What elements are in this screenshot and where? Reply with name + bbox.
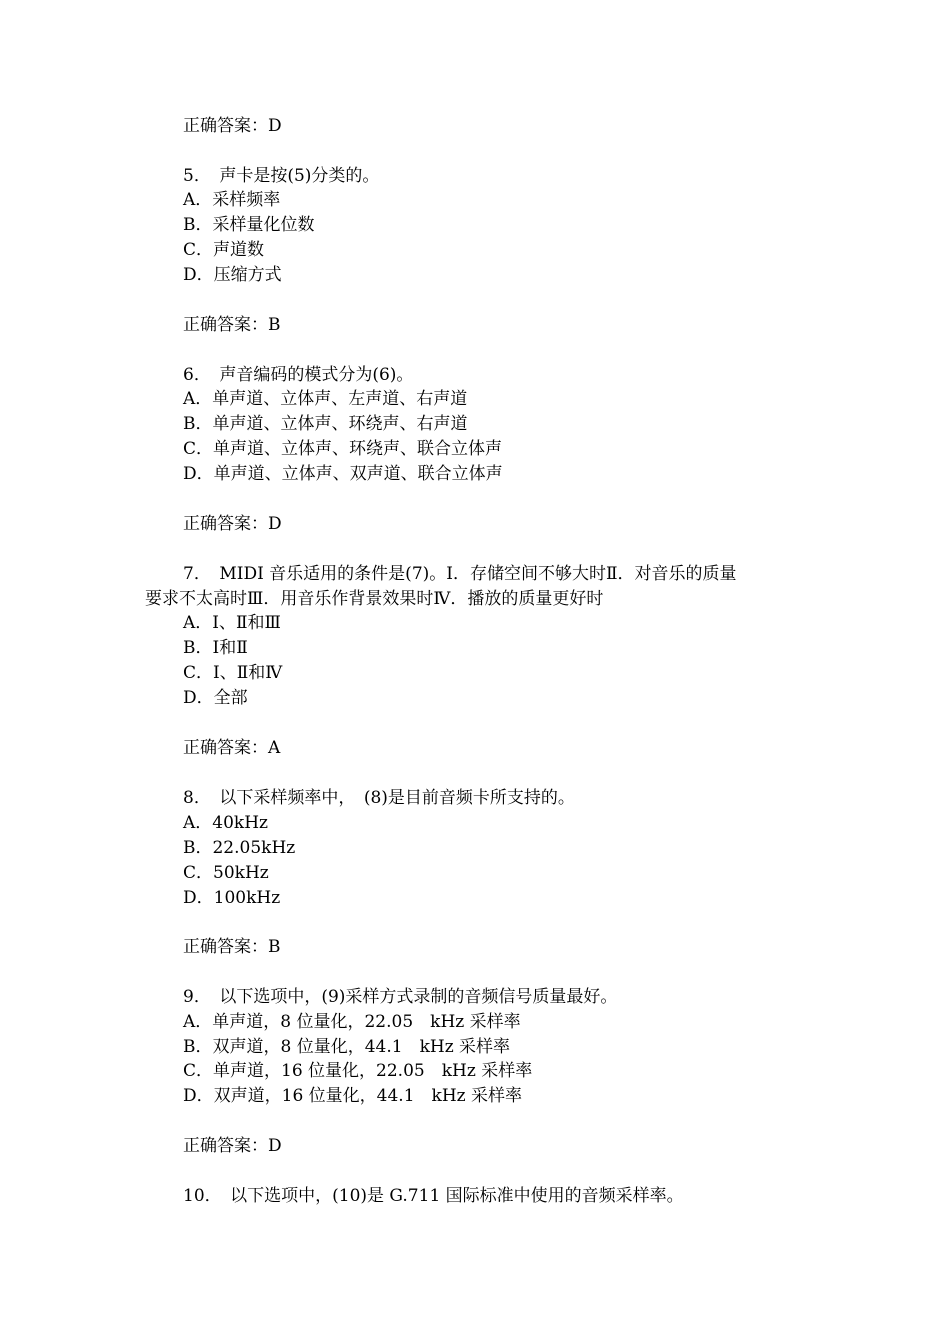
- option-c: C．单声道，16 位量化，22.05 kHz 采样率: [183, 1061, 533, 1081]
- option-d: D．单声道、立体声、双声道、联合立体声: [183, 464, 503, 484]
- option-d: D．全部: [183, 688, 248, 708]
- option-c: C．50kHz: [183, 863, 269, 883]
- answer-line: 正确答案：D: [183, 116, 282, 136]
- question-8: 8． 以下采样频率中， (8)是目前音频卡所支持的。: [183, 788, 575, 808]
- option-d: D．双声道，16 位量化，44.1 kHz 采样率: [183, 1086, 523, 1106]
- answer-line: 正确答案：B: [183, 315, 281, 335]
- option-a: A．采样频率: [183, 190, 281, 210]
- option-a: A．Ⅰ、Ⅱ和Ⅲ: [183, 613, 281, 633]
- answer-line: 正确答案：B: [183, 937, 281, 957]
- option-c: C．单声道、立体声、环绕声、联合立体声: [183, 439, 503, 459]
- answer-line: 正确答案：D: [183, 1136, 282, 1156]
- option-a: A．单声道，8 位量化，22.05 kHz 采样率: [183, 1012, 521, 1032]
- option-b: B．Ⅰ和Ⅱ: [183, 638, 248, 658]
- option-d: D．压缩方式: [183, 265, 282, 285]
- question-7: 7． MIDI 音乐适用的条件是(7)。Ⅰ．存储空间不够大时Ⅱ．对音乐的质量: [183, 564, 737, 584]
- option-b: B．单声道、立体声、环绕声、右声道: [183, 414, 468, 434]
- option-c: C．Ⅰ、Ⅱ和Ⅳ: [183, 663, 283, 683]
- option-b: B．双声道，8 位量化，44.1 kHz 采样率: [183, 1037, 511, 1057]
- option-b: B．采样量化位数: [183, 215, 315, 235]
- question-10: 10． 以下选项中，(10)是 G.711 国际标准中使用的音频采样率。: [183, 1186, 684, 1206]
- answer-line: 正确答案：D: [183, 514, 282, 534]
- option-d: D．100kHz: [183, 888, 281, 908]
- option-b: B．22.05kHz: [183, 838, 296, 858]
- option-c: C．声道数: [183, 240, 265, 260]
- question-5: 5． 声卡是按(5)分类的。: [183, 166, 380, 186]
- answer-line: 正确答案：A: [183, 738, 281, 758]
- option-a: A．40kHz: [183, 813, 268, 833]
- question-9: 9． 以下选项中，(9)采样方式录制的音频信号质量最好。: [183, 987, 618, 1007]
- question-6: 6． 声音编码的模式分为(6)。: [183, 365, 414, 385]
- question-7-continuation: 要求不太高时Ⅲ．用音乐作背景效果时Ⅳ．播放的质量更好时: [145, 589, 604, 609]
- option-a: A．单声道、立体声、左声道、右声道: [183, 389, 468, 409]
